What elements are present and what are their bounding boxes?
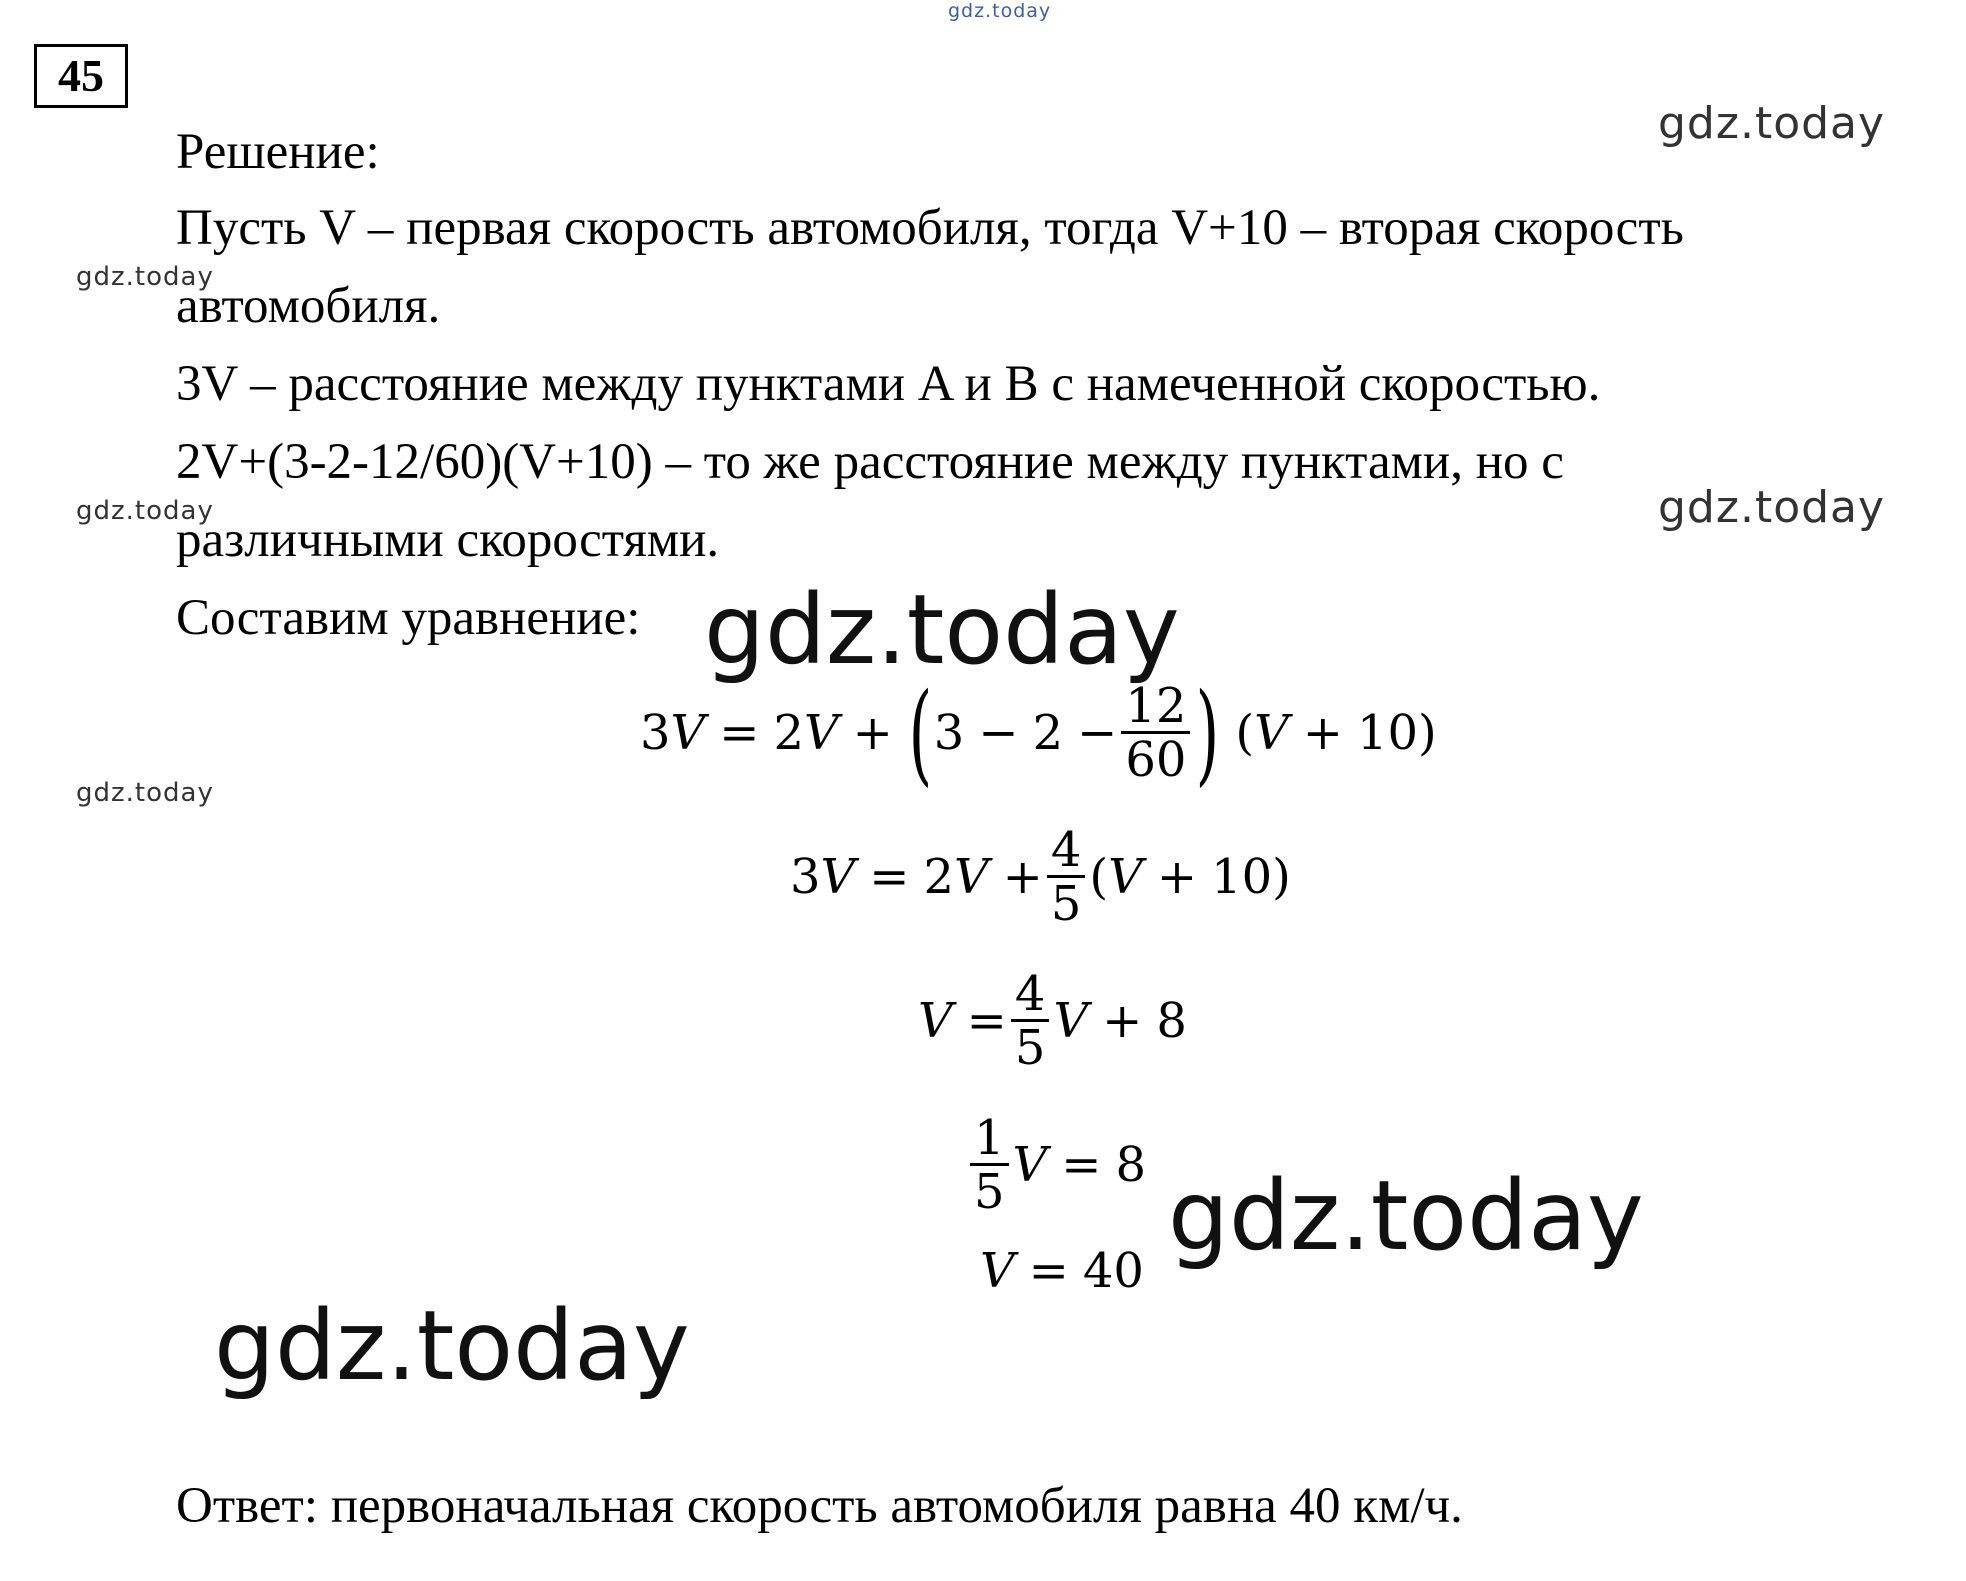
eq4-var: V xyxy=(1012,1137,1048,1193)
equation-4 xyxy=(966,1100,1146,1230)
eq5-const: 40 xyxy=(1082,1243,1144,1299)
watermark-right-1: gdz.today xyxy=(1658,98,1886,149)
eq5-eq: = xyxy=(1028,1243,1069,1299)
eq3-lhs-var: V xyxy=(918,993,953,1049)
eq2-fraction xyxy=(1047,821,1086,932)
eq3-frac-num: 4 xyxy=(1014,965,1046,1022)
eq1-minus-2: − xyxy=(1077,705,1118,761)
eq2-eq: = xyxy=(869,849,910,905)
answer-line: Ответ: первоначальная скорость автомобиля равна 40 км/ч. xyxy=(176,1478,1463,1534)
watermark-left-1: gdz.today xyxy=(76,262,214,292)
equation-2 xyxy=(790,812,1291,942)
eq1-big-paren-close: ) xyxy=(1196,669,1220,797)
eq4-frac-den: 5 xyxy=(970,1163,1009,1218)
eq1-paren2-plus: + xyxy=(1302,705,1343,761)
eq4-fraction xyxy=(970,1109,1009,1220)
watermark-left-2: gdz.today xyxy=(76,496,214,526)
eq1-eq: = xyxy=(719,705,760,761)
text-line-4: 2V+(3-2-12/60)(V+10) – то же расстояние между пунктами, но с xyxy=(176,434,1564,490)
eq2-frac-den: 5 xyxy=(1047,875,1086,930)
eq3-eq: = xyxy=(966,993,1007,1049)
eq1-paren2-open: ( xyxy=(1235,705,1255,761)
eq2-frac-num: 4 xyxy=(1050,821,1082,878)
eq1-paren2-var: V xyxy=(1254,705,1289,761)
text-line-2: автомобиля. xyxy=(176,278,441,334)
eq2-paren-open: ( xyxy=(1089,849,1109,905)
eq2-paren-num: 10 xyxy=(1211,849,1273,905)
text-line-1: Пусть V – первая скорость автомобиля, тогда V+10 – вторая скорость xyxy=(176,200,1684,256)
eq1-lhs-coef: 3 xyxy=(640,705,671,761)
eq1-fraction xyxy=(1121,677,1190,788)
eq2-plus: + xyxy=(1002,849,1043,905)
eq2-paren-close: ) xyxy=(1272,849,1291,905)
eq1-plus: + xyxy=(852,705,893,761)
eq2-paren-var: V xyxy=(1108,849,1143,905)
watermark-top: gdz.today xyxy=(948,0,1052,22)
eq1-frac-den: 60 xyxy=(1121,731,1190,786)
eq1-inner-b: 2 xyxy=(1032,705,1064,761)
eq1-minus-1: − xyxy=(978,705,1019,761)
eq3-fraction xyxy=(1011,965,1050,1076)
text-line-6: Составим уравнение: xyxy=(176,590,641,646)
watermark-left-3: gdz.today xyxy=(76,778,214,808)
eq1-frac-num: 12 xyxy=(1125,677,1187,734)
eq1-paren2-close: ) xyxy=(1418,705,1437,761)
text-line-5: различными скоростями. xyxy=(176,512,720,568)
eq4-frac-num: 1 xyxy=(974,1109,1005,1166)
eq3-const: 8 xyxy=(1156,993,1187,1049)
eq1-big-paren-open: ( xyxy=(908,669,933,797)
watermark-right-2: gdz.today xyxy=(1658,482,1886,533)
eq2-paren-plus: + xyxy=(1156,849,1198,905)
text-line-3: 3V – расстояние между пунктами A и B с намеченной скоростью. xyxy=(176,356,1601,412)
equation-5 xyxy=(980,1236,1144,1306)
eq3-plus: + xyxy=(1102,993,1143,1049)
eq3-frac-den: 5 xyxy=(1011,1019,1050,1074)
watermark-big-3: gdz.today xyxy=(214,1290,690,1402)
eq3-var: V xyxy=(1053,993,1089,1049)
eq5-var: V xyxy=(980,1243,1015,1299)
eq1-inner-a: 3 xyxy=(933,705,965,761)
eq2-t1-coef: 2 xyxy=(923,849,954,905)
equation-1 xyxy=(640,668,1437,798)
eq1-t1-var: V xyxy=(803,705,839,761)
eq2-lhs-coef: 3 xyxy=(790,849,821,905)
problem-number: 45 xyxy=(34,44,128,108)
solution-heading: Решение: xyxy=(176,124,380,180)
eq1-paren2-num: 10 xyxy=(1356,705,1419,761)
eq1-t1-coef: 2 xyxy=(773,705,804,761)
watermark-big-1: gdz.today xyxy=(704,574,1180,686)
eq4-const: 8 xyxy=(1115,1137,1146,1193)
equation-3 xyxy=(918,956,1187,1086)
eq2-lhs-var: V xyxy=(820,849,856,905)
eq4-eq: = xyxy=(1061,1137,1102,1193)
watermark-big-2: gdz.today xyxy=(1168,1160,1644,1272)
eq1-lhs-var: V xyxy=(670,705,706,761)
eq2-t1-var: V xyxy=(953,849,989,905)
